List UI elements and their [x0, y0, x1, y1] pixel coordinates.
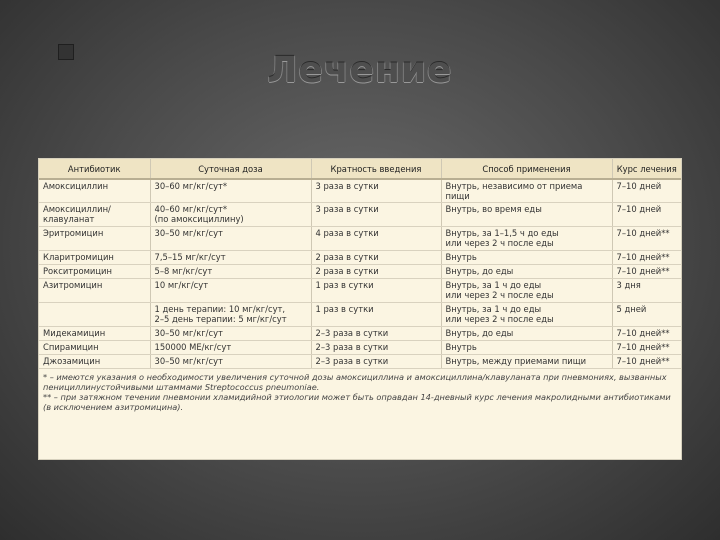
cell-route: Внутрь, за 1–1,5 ч до еды или через 2 ч после еды	[441, 227, 612, 251]
cell-antibiotic: Джозамицин	[39, 355, 150, 369]
cell-route: Внутрь, за 1 ч до еды или через 2 ч после еды	[441, 303, 612, 327]
cell-route: Внутрь, независимо от приема пищи	[441, 179, 612, 203]
treatment-table-panel	[38, 158, 682, 460]
cell-frequency: 3 раза в сутки	[311, 203, 441, 227]
cell-antibiotic: Азитромицин	[39, 279, 150, 303]
cell-course: 7–10 дней**	[612, 355, 681, 369]
cell-route: Внутрь, во время еды	[441, 203, 612, 227]
header-route: Способ применения	[441, 159, 612, 179]
cell-daily-dose: 30–50 мг/кг/сут	[150, 355, 311, 369]
header-daily-dose: Суточная доза	[150, 159, 311, 179]
cell-antibiotic: Амоксициллин/ клавуланат	[39, 203, 150, 227]
cell-frequency: 1 раз в сутки	[311, 279, 441, 303]
cell-course: 5 дней	[612, 303, 681, 327]
header-frequency: Кратность введения	[311, 159, 441, 179]
table-row	[39, 355, 681, 369]
table-row	[39, 179, 681, 203]
table-header-row	[39, 159, 681, 179]
cell-daily-dose: 30–60 мг/кг/сут*	[150, 179, 311, 203]
cell-antibiotic: Спирамицин	[39, 341, 150, 355]
table-row	[39, 203, 681, 227]
footnote-line: * – имеются указания о необходимости увеличения суточной дозы амоксициллина и амоксициллина/клавуланата при пневмониях, вызванных	[43, 372, 667, 382]
cell-antibiotic: Эритромицин	[39, 227, 150, 251]
table-row	[39, 251, 681, 265]
cell-frequency: 2–3 раза в сутки	[311, 355, 441, 369]
cell-frequency: 2–3 раза в сутки	[311, 327, 441, 341]
antibiotics-table	[39, 159, 681, 369]
header-course: Курс лечения	[612, 159, 681, 179]
cell-course: 7–10 дней	[612, 179, 681, 203]
cell-antibiotic: Кларитромицин	[39, 251, 150, 265]
cell-antibiotic	[39, 303, 150, 327]
cell-route: Внутрь	[441, 251, 612, 265]
cell-course: 3 дня	[612, 279, 681, 303]
cell-frequency: 1 раз в сутки	[311, 303, 441, 327]
cell-route: Внутрь	[441, 341, 612, 355]
cell-route: Внутрь, до еды	[441, 327, 612, 341]
footnote-line: ** – при затяжном течении пневмонии хламидийной этиологии может быть оправдан 14-дневный курс лечения макролидными антибиотиками	[43, 392, 671, 402]
cell-daily-dose: 10 мг/кг/сут	[150, 279, 311, 303]
cell-frequency: 4 раза в сутки	[311, 227, 441, 251]
table-row	[39, 303, 681, 327]
cell-daily-dose: 40–60 мг/кг/сут* (по амоксициллину)	[150, 203, 311, 227]
cell-daily-dose: 30–50 мг/кг/сут	[150, 327, 311, 341]
footnote-line: пенициллинустойчивыми штаммами Streptococcus pneumoniae.	[43, 382, 320, 392]
cell-route: Внутрь, за 1 ч до еды или через 2 ч после еды	[441, 279, 612, 303]
cell-frequency: 2 раза в сутки	[311, 265, 441, 279]
cell-frequency: 2 раза в сутки	[311, 251, 441, 265]
cell-course: 7–10 дней**	[612, 251, 681, 265]
table-row	[39, 227, 681, 251]
cell-antibiotic: Мидекамицин	[39, 327, 150, 341]
cell-daily-dose: 1 день терапии: 10 мг/кг/сут, 2–5 день терапии: 5 мг/кг/сут	[150, 303, 311, 327]
footnote-line: (в исключением азитромицина).	[43, 402, 184, 412]
slide-title: Лечение	[267, 50, 453, 91]
cell-daily-dose: 30–50 мг/кг/сут	[150, 227, 311, 251]
table-row	[39, 279, 681, 303]
cell-course: 7–10 дней	[612, 203, 681, 227]
cell-course: 7–10 дней**	[612, 341, 681, 355]
cell-course: 7–10 дней**	[612, 327, 681, 341]
cell-course: 7–10 дней**	[612, 227, 681, 251]
cell-daily-dose: 150000 МЕ/кг/сут	[150, 341, 311, 355]
cell-route: Внутрь, до еды	[441, 265, 612, 279]
cell-frequency: 3 раза в сутки	[311, 179, 441, 203]
cell-antibiotic: Амоксициллин	[39, 179, 150, 203]
cell-course: 7–10 дней**	[612, 265, 681, 279]
header-antibiotic: Антибиотик	[39, 159, 150, 179]
table-row	[39, 341, 681, 355]
cell-daily-dose: 7,5–15 мг/кг/сут	[150, 251, 311, 265]
cell-frequency: 2–3 раза в сутки	[311, 341, 441, 355]
cell-daily-dose: 5–8 мг/кг/сут	[150, 265, 311, 279]
table-row	[39, 265, 681, 279]
table-footnotes	[39, 369, 681, 415]
cell-antibiotic: Рокситромицин	[39, 265, 150, 279]
table-row	[39, 327, 681, 341]
cell-route: Внутрь, между приемами пищи	[441, 355, 612, 369]
